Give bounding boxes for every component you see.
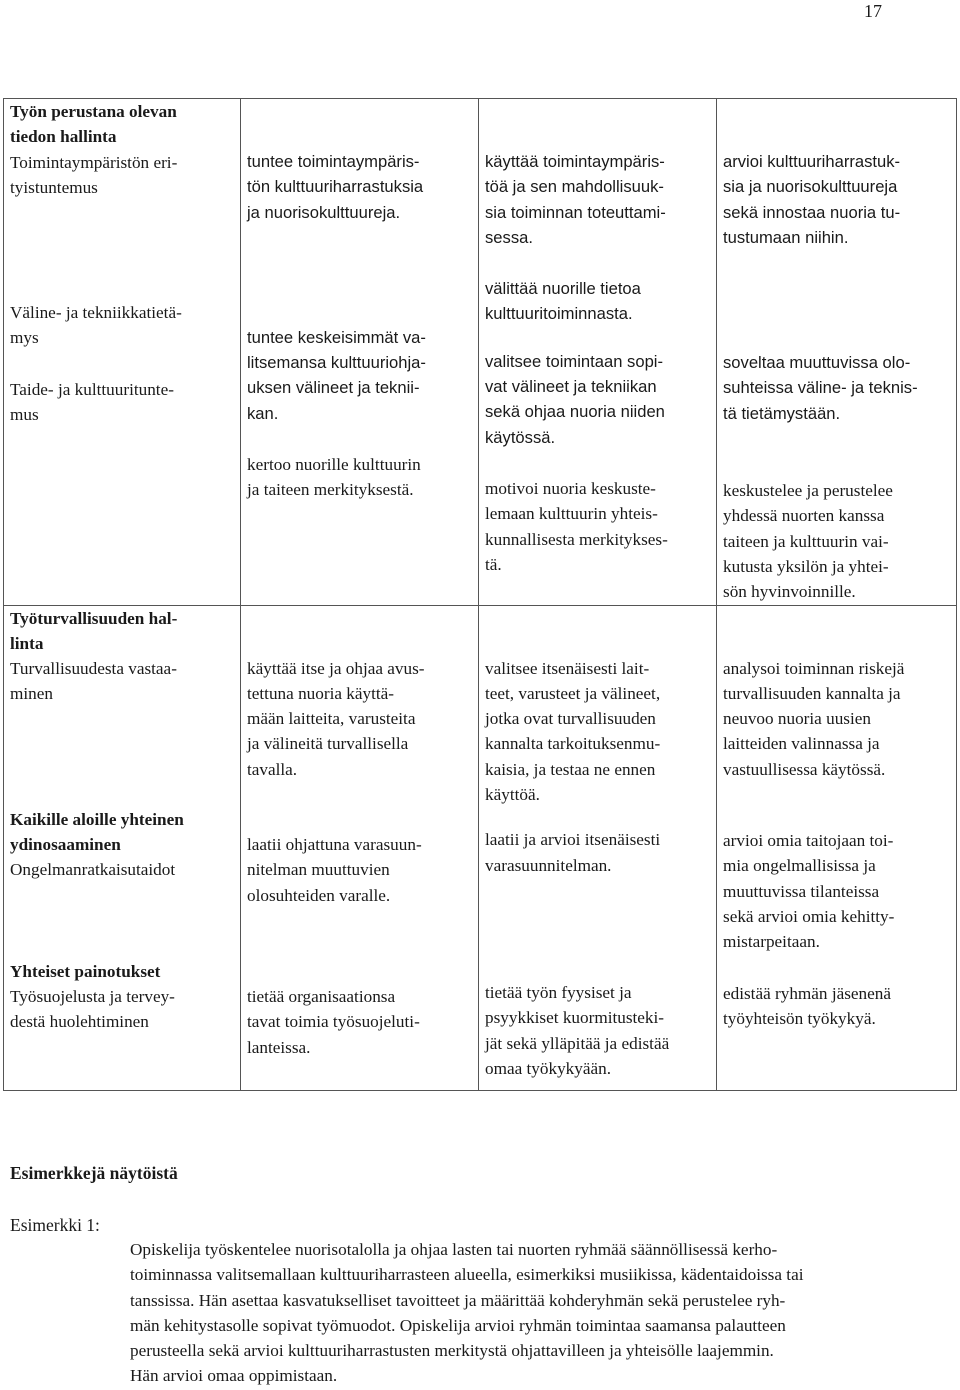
cell-text: käyttää itse ja ohjaa avus- tettuna nuoria käyttä- mään laitteita, varusteita ja välineitä turvallisella tavalla. bbox=[247, 658, 425, 779]
cell-text: arvioi kulttuuriharrastuk- sia ja nuorisokulttuureja sekä innostaa nuoria tu- tustumaan niihin. bbox=[723, 152, 901, 247]
cell-text: tietää työn fyysiset ja psyykkiset kuormitusteki- jät sekä ylläpitää ja edistää omaa työkykyään. bbox=[485, 982, 670, 1078]
example-text: Opiskelija työskentelee nuorisotalolla ja ohjaa lasten tai nuorten ryhmää säännöllisessä kerho- toiminnassa valitsemallaan kulttuuriharrasteen alueella, esimerkiksi musiikissa, kädentaidoissa tai tanssissa. Hän asettaa kasvatukselliset tavoitteet ja määrittää kohderyhmän sekä perustelee ryh- män kehitystasolle sopivat työmuodot. Opiskelija arvioi ryhmän toimintaa saamansa palautteen perusteella sekä arvioi kulttuuriharrastusten merkitystä ohjattavilleen ja yhteisölle laajemmin. Hän arvioi omaa oppimistaan. bbox=[130, 1240, 804, 1386]
page-number: 17 bbox=[864, 1, 882, 21]
cell-text: valitsee itsenäisesti lait- teet, varusteet ja välineet, jotka ovat turvallisuuden kannalta tarkoituksenmu- kaisia, ja testaa ne ennen käyttöä. bbox=[485, 658, 661, 805]
cell-text: motivoi nuoria keskuste- lemaan kulttuurin yhteis- kunnallisesta merkitykses- tä. bbox=[485, 478, 668, 574]
cell-text: analysoi toiminnan riskejä turvallisuuden kannalta ja neuvoo nuoria uusien laitteiden valinnassa ja vastuullisessa käytössä. bbox=[723, 658, 905, 779]
cell-text: keskustelee ja perustelee yhdessä nuorten kanssa taiteen ja kulttuurin vai- kutusta yksilön ja yhtei- sön hyvinvoinnille. bbox=[723, 481, 893, 602]
example-label: Esimerkki 1: bbox=[10, 1215, 100, 1235]
cell-heading: Työn perustana olevan tiedon hallinta bbox=[10, 102, 177, 147]
cell-text: Toimintaympäristön eri- tyistuntemus bbox=[10, 152, 178, 197]
criteria-cell bbox=[241, 99, 479, 606]
criteria-cell bbox=[241, 605, 479, 1090]
cell-text: käyttää toimintaympäris- töä ja sen mahdollisuuk- sia toiminnan toteuttami- sessa. bbox=[485, 152, 666, 247]
criteria-cell bbox=[479, 99, 717, 606]
table-row bbox=[4, 605, 957, 1090]
cell-heading: Kaikille aloille yhteinen ydinosaaminen bbox=[10, 809, 184, 855]
criteria-cell bbox=[717, 605, 957, 1090]
cell-text: tietää organisaationsa tavat toimia työsuojeluti- lanteissa. bbox=[247, 986, 420, 1057]
cell-text: arvioi omia taitojaan toi- mia ongelmallisissa ja muuttuvissa tilanteissa sekä arvioi omia kehitty- mistarpeitaan. bbox=[723, 831, 895, 952]
cell-text: välittää nuorille tietoa kulttuuritoiminnasta. bbox=[485, 279, 641, 324]
cell-text: Ongelmanratkaisutaidot bbox=[10, 860, 176, 880]
cell-text: valitsee toimintaan sopi- vat välineet ja tekniikan sekä ohjaa nuoria niiden käytössä. bbox=[485, 351, 665, 447]
cell-text: soveltaa muuttuvissa olo- suhteissa väline- ja teknis- tä tietämystään. bbox=[723, 353, 918, 423]
cell-text: edistää ryhmän jäsenenä työyhteisön työkykyä. bbox=[723, 983, 891, 1028]
cell-text: Turvallisuudesta vastaa- minen bbox=[10, 659, 177, 704]
criteria-cell bbox=[479, 605, 717, 1090]
cell-text: kertoo nuorille kulttuurin ja taiteen merkityksestä. bbox=[247, 455, 421, 500]
cell-text: Taide- ja kulttuurituntе- mus bbox=[10, 379, 174, 425]
criteria-cell bbox=[4, 605, 241, 1090]
cell-text: Työsuojelusta ja terveу- destä huolehtiminen bbox=[10, 986, 175, 1032]
cell-text: Väline- ja tekniikkatietä- mys bbox=[10, 303, 182, 348]
criteria-cell bbox=[717, 99, 957, 606]
cell-heading: Yhteiset painotukset bbox=[10, 961, 161, 981]
cell-text: laatii ja arvioi itsenäisesti varasuunnitelman. bbox=[485, 830, 661, 875]
assessment-criteria-table bbox=[3, 98, 957, 1091]
cell-text: tuntee toimintaympäris- tön kulttuuriharrastuksia ja nuorisokulttuureja. bbox=[247, 152, 424, 222]
criteria-cell bbox=[4, 99, 241, 606]
examples-heading: Esimerkkejä näytöistä bbox=[10, 1163, 178, 1183]
cell-heading: Työturvallisuuden hal- linta bbox=[10, 608, 178, 653]
cell-text: laatii ohjattuna varasuun- nitelman muuttuvien olosuhteiden varalle. bbox=[247, 835, 422, 905]
table-row bbox=[4, 99, 957, 606]
cell-text: tuntee keskeisimmät va- litsemansa kulttuuriohja- uksen välineet ja teknii- kan. bbox=[247, 327, 426, 423]
